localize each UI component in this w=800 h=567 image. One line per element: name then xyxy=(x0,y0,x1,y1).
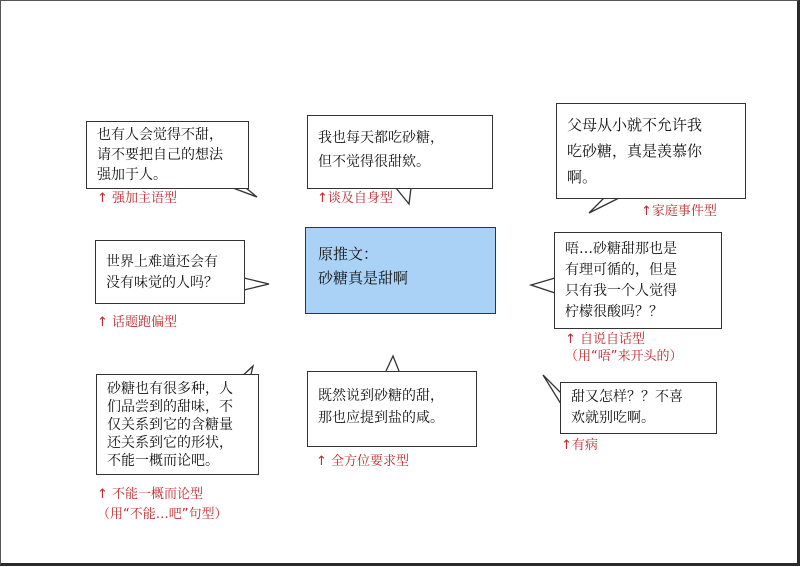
type-label-text: ↑家庭事件型 xyxy=(641,204,717,219)
type-label-text: ↑ 自说自话型 xyxy=(565,332,646,347)
bubble-line: 只有我一个人觉得 xyxy=(565,283,677,299)
type-label-self xyxy=(317,190,393,207)
bubble-line: 们品尝到的甜味，不 xyxy=(107,399,233,415)
bubble-line: 欢就别吃啊。 xyxy=(571,410,655,426)
reply-bubble-impose xyxy=(86,121,249,189)
tail-selftalk xyxy=(531,278,555,293)
type-label-note: （用“唔”来开头的） xyxy=(565,349,683,364)
tail-sick xyxy=(543,375,561,404)
type-label-text: ↑ 不能一概而论型 xyxy=(97,487,204,502)
bubble-line: 世界上难道还会有 xyxy=(106,254,218,270)
type-label-text: ↑有病 xyxy=(561,438,598,453)
tail-allround xyxy=(386,356,399,371)
original-post-box xyxy=(305,227,496,314)
bubble-line: 有理可循的，但是 xyxy=(565,262,677,278)
type-label-text: ↑ 全方位要求型 xyxy=(316,454,410,469)
type-label-impose xyxy=(97,190,177,207)
bubble-line: 强加于人。 xyxy=(97,167,167,183)
original-post-text: 砂糖真是甜啊 xyxy=(318,269,409,287)
original-post-label: 原推文： xyxy=(318,245,379,263)
bubble-line: 我也每天都吃砂糖， xyxy=(318,130,444,146)
reply-bubble-allround xyxy=(307,371,477,447)
bubble-line: 没有味觉的人吗？ xyxy=(106,275,218,291)
type-label-text: ↑谈及自身型 xyxy=(317,191,393,206)
bubble-line: 柠檬很酸吗？？ xyxy=(565,304,663,320)
bubble-line: 父母从小就不允许我 xyxy=(567,116,703,134)
tail-offtopic xyxy=(244,278,269,290)
bubble-line: 请不要把自己的想法 xyxy=(97,147,223,163)
tail-self xyxy=(396,188,411,204)
tail-family xyxy=(589,198,619,213)
bubble-line: 唔…砂糖甜那也是 xyxy=(565,241,677,257)
bubble-line: 既然说到砂糖的甜， xyxy=(318,388,444,404)
bubble-line: 但不觉得很甜欸。 xyxy=(318,154,430,170)
type-label-selftalk xyxy=(565,331,682,365)
type-label-note: （用“不能…吧”句型） xyxy=(97,507,228,522)
bubble-line: 也有人会觉得不甜， xyxy=(97,127,223,143)
type-label-generalize xyxy=(97,485,227,525)
reply-bubble-offtopic xyxy=(95,240,245,304)
reply-bubble-selftalk xyxy=(554,232,722,329)
bubble-line: 仅关系到它的含糖量 xyxy=(107,417,233,433)
type-label-allround xyxy=(316,453,409,470)
bubble-line: 那也应提到盐的咸。 xyxy=(318,410,444,426)
bubble-line: 吃砂糖，真是羡慕你 xyxy=(567,142,703,160)
reply-bubble-self xyxy=(307,115,493,189)
type-label-offtopic xyxy=(97,314,177,331)
reply-bubble-generalize xyxy=(96,374,259,475)
type-label-family xyxy=(641,203,717,220)
bubble-line: 甜又怎样？？不喜 xyxy=(571,389,683,405)
reply-bubble-family xyxy=(556,103,746,199)
bubble-line: 砂糖也有很多种，人 xyxy=(107,381,233,397)
type-label-text: ↑ 话题跑偏型 xyxy=(97,315,178,330)
type-label-sick xyxy=(561,437,598,454)
type-label-text: ↑ 强加主语型 xyxy=(97,191,178,206)
bubble-line: 啊。 xyxy=(567,168,598,186)
tail-impose xyxy=(233,188,257,197)
bubble-line: 还关系到它的形状， xyxy=(107,435,233,451)
reply-bubble-sick xyxy=(560,382,717,434)
bubble-line: 不能一概而论吧。 xyxy=(107,453,219,469)
